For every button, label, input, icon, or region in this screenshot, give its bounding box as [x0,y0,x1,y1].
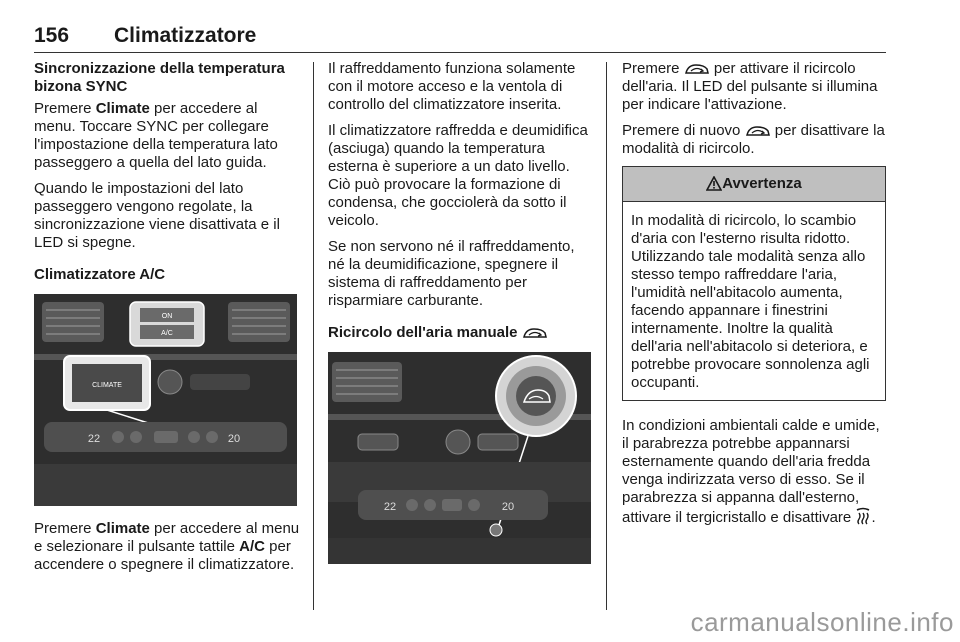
paragraph: Quando le impostazioni del lato passeggero vengono regolate, la sincronizzazione viene disattivata e il LED si spegne. [34,180,280,251]
temp-right: 20 [227,433,241,445]
label-on: ON [161,313,173,320]
figure-climate-button [34,294,297,506]
column-divider [606,62,607,610]
page-header [34,24,886,53]
section-heading-ac: Climatizzatore A/C [34,266,166,283]
warning-text: In modalità di ricircolo, lo scambio d'aria con l'esterno risulta ridotto. Utilizzando tale modalità senza allo stesso tempo raffreddare l'aria, l'umidità nell'abitacolo aumenta, facendo appannare i finestrini internamente. Inoltre la qualità dell'aria nell'abitacolo si deteriora, e potrebbe provocare sonnolenza agli occupanti. [631,212,870,391]
paragraph: Premere Climate per accedere al menu. Toccare SYNC per collegare l'impostazione della temperatura lato passeggero a quella del lato guida. [34,100,278,171]
column-left [34,60,300,582]
figure-recirculation-button [328,352,591,564]
paragraph: Premere Climate per accedere al menu e selezionare il pulsante tattile A/C per accendere o spegnere il climatizzatore. [34,520,300,573]
paragraph: Premere di nuovo per disattivare la modalità di ricircolo. [622,122,885,157]
label-ac: A/C [161,330,173,337]
column-middle [328,60,593,578]
watermark: carmanualsonline.info [690,607,954,637]
warning-triangle-icon [706,176,722,191]
temp-left: 22 [383,501,397,513]
column-right [622,60,886,535]
column-divider [313,62,314,610]
paragraph: Il raffreddamento funziona solamente con il motore acceso e la ventola di controllo del climatizzatore inserita. [328,60,576,113]
warning-header: Avvertenza [623,167,885,202]
page-number: 156 [34,24,70,47]
recirculation-icon [522,326,548,340]
air-distribution-windshield-icon [855,507,871,525]
chapter-title: Climatizzatore [114,24,257,47]
section-heading-recirculation: Ricircolo dell'aria manuale [328,324,593,342]
temp-left: 22 [87,433,101,445]
keyword-climate: Climate [95,100,150,117]
paragraph: Il climatizzatore raffredda e deumidifica (asciuga) quando la temperatura esterna è superiore a un dato livello. Ciò può provocare la formazione di condensa, che gocciolerà da sotto il veicolo. [328,122,588,229]
section-heading-sync: Sincronizzazione della temperatura bizona SYNC [34,60,285,95]
recirculation-icon [684,62,710,76]
paragraph: Premere per attivare il ricircolo dell'aria. Il LED del pulsante si illumina per indicare l'attivazione. [622,60,878,113]
paragraph: Se non servono né il raffreddamento, né la deumidificazione, spegnere il sistema di raffreddamento per risparmiare carburante. [328,238,575,309]
label-climate: CLIMATE [92,382,122,389]
temp-right: 20 [501,501,515,513]
warning-box [622,166,886,401]
recirculation-icon [745,124,771,138]
paragraph: In condizioni ambientali calde e umide, il parabrezza potrebbe appannarsi esternamente quando dell'aria fredda venga indirizzata verso di esso. Se il parabrezza si appanna dall'esterno, attivare il tergicristallo e disattivare . [622,417,880,526]
